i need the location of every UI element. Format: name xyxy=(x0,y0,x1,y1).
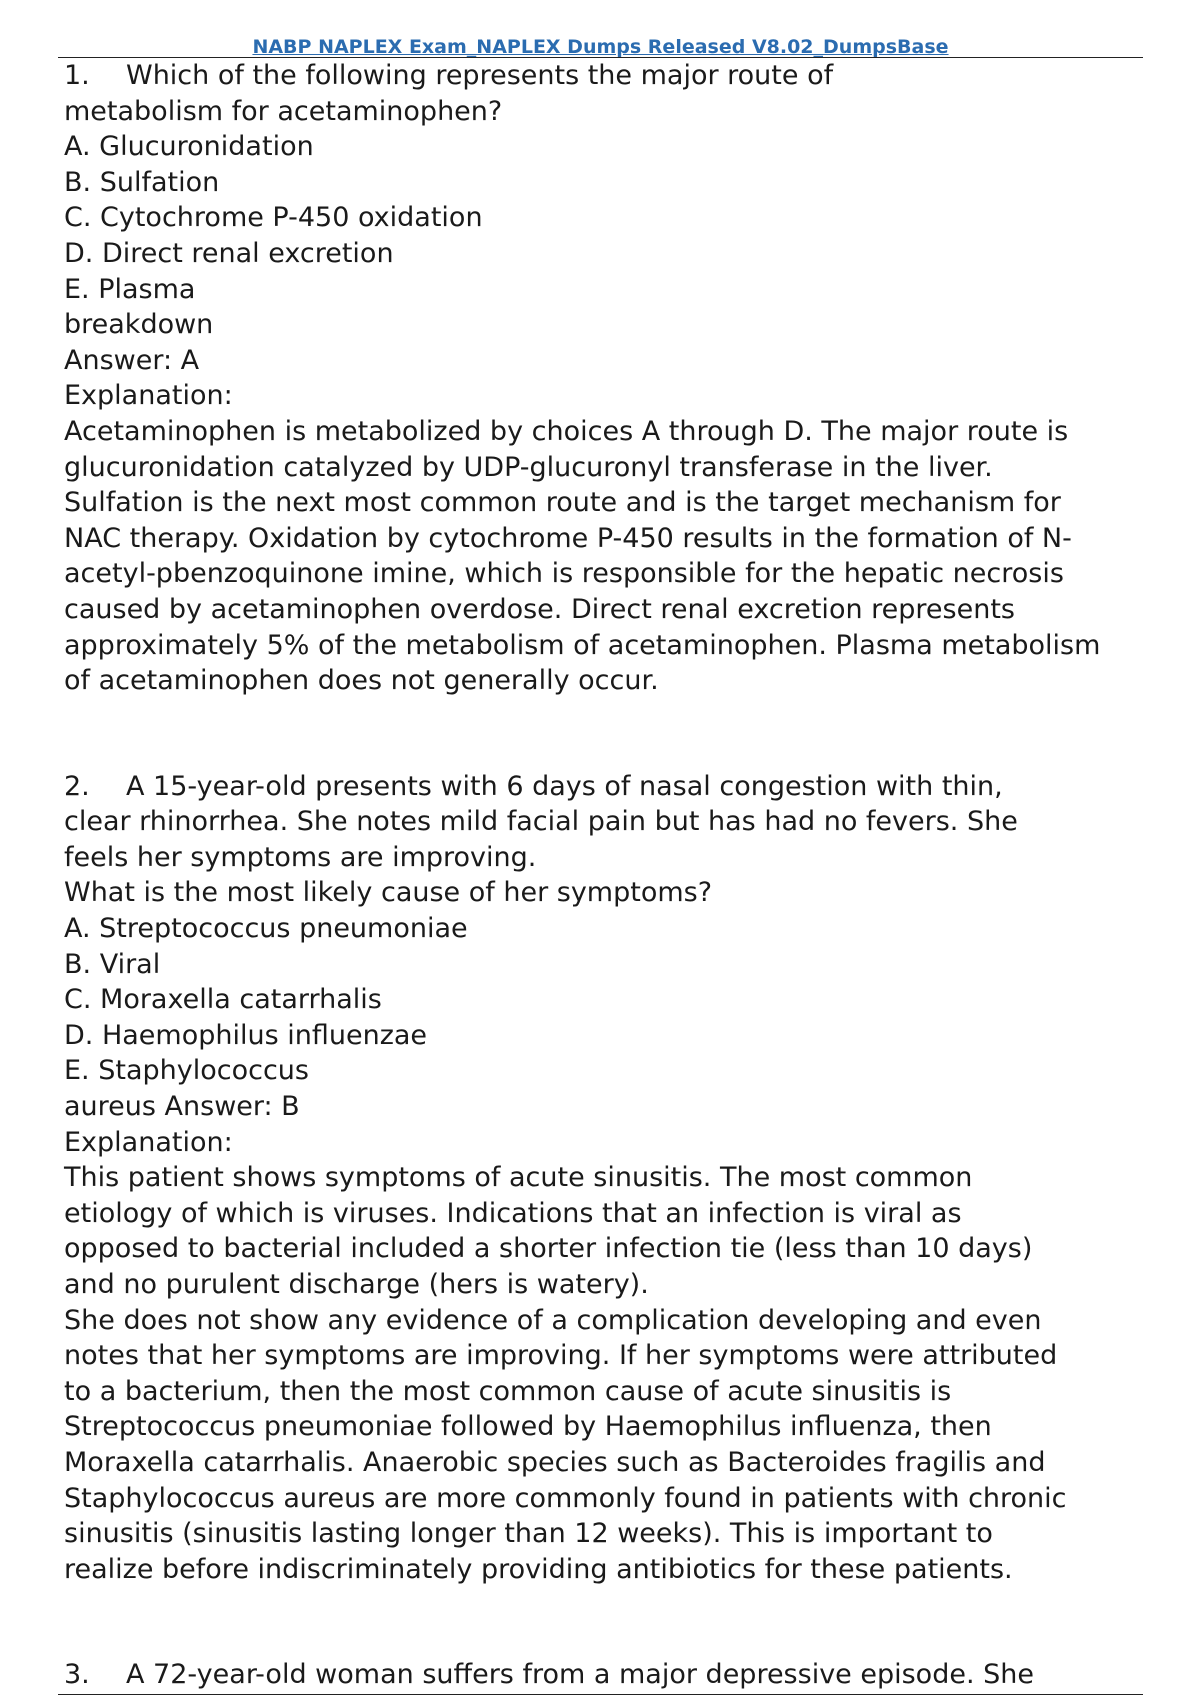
question-2 xyxy=(64,769,1150,1588)
explanation-line: caused by acetaminophen overdose. Direct renal excretion represents xyxy=(64,593,1015,625)
explanation-line: notes that her symptoms are improving. If her symptoms were attributed xyxy=(64,1340,1058,1372)
explanation-line: and no purulent discharge (hers is watery). xyxy=(64,1269,649,1300)
question-stem-line: metabolism for acetaminophen? xyxy=(64,95,503,127)
explanation-line: Staphylococcus aureus are more commonly found in patients with chronic xyxy=(64,1482,1067,1514)
explanation-line: acetyl-pbenzoquinone imine, which is responsible for the hepatic necrosis xyxy=(64,558,1064,590)
spacer xyxy=(64,699,1150,769)
answer-option: E. Plasma xyxy=(64,273,196,305)
explanation-line: glucuronidation catalyzed by UDP-glucuronyl transferase in the liver. xyxy=(64,451,993,483)
question-number: 1. xyxy=(64,60,90,91)
question-stem-line: What is the most likely cause of her symptoms? xyxy=(64,877,713,909)
question-number: 2. xyxy=(64,770,90,802)
footer-rule xyxy=(58,1694,1143,1695)
question-stem-line: 1. Which of the following represents the major route of xyxy=(64,58,1150,94)
answer-option: A. Streptococcus pneumoniae xyxy=(64,913,468,945)
question-3 xyxy=(64,1657,1150,1693)
question-number: 3. xyxy=(64,1659,90,1691)
answer-option: B. Sulfation xyxy=(64,166,220,198)
answer-option: E. Staphylococcus xyxy=(64,1055,309,1087)
question-stem-line: clear rhinorrhea. She notes mild facial pain but has had no fevers. She xyxy=(64,806,1018,838)
page-header-title: NABP NAPLEX Exam_NAPLEX Dumps Released V8.02_DumpsBase xyxy=(252,36,949,58)
answer-option: D. Haemophilus influenzae xyxy=(64,1019,428,1051)
explanation-line: to a bacterium, then the most common cause of acute sinusitis is xyxy=(64,1375,952,1407)
explanation-line: Sulfation is the next most common route and is the target mechanism for xyxy=(64,487,1061,519)
explanation-line: Streptococcus pneumoniae followed by Haemophilus influenza, then xyxy=(64,1411,992,1443)
document-body xyxy=(64,58,1150,1693)
answer-option: C. Moraxella catarrhalis xyxy=(64,984,382,1016)
explanation-line: opposed to bacterial included a shorter infection tie (less than 10 days) xyxy=(64,1233,1033,1265)
explanation-line: realize before indiscriminately providing antibiotics for these patients. xyxy=(64,1553,1013,1585)
question-stem-line: 2. A 15-year-old presents with 6 days of nasal congestion with thin, xyxy=(64,769,1150,805)
answer-key: Answer: A xyxy=(64,344,200,376)
explanation-line: of acetaminophen does not generally occur. xyxy=(64,665,659,697)
explanation-line: She does not show any evidence of a complication developing and even xyxy=(64,1304,1042,1336)
answer-option: A. Glucuronidation xyxy=(64,131,314,163)
explanation-line: etiology of which is viruses. Indications that an infection is viral as xyxy=(64,1197,962,1229)
explanation-line: This patient shows symptoms of acute sinusitis. The most common xyxy=(64,1162,973,1194)
explanation-line: NAC therapy. Oxidation by cytochrome P-450 results in the formation of N- xyxy=(64,522,1072,554)
question-stem-line: 3. A 72-year-old woman suffers from a major depressive episode. She xyxy=(64,1657,1150,1693)
answer-option: C. Cytochrome P-450 oxidation xyxy=(64,202,483,234)
question-stem-line: feels her symptoms are improving. xyxy=(64,841,537,873)
explanation-line: approximately 5% of the metabolism of acetaminophen. Plasma metabolism xyxy=(64,629,1101,661)
answer-option: B. Viral xyxy=(64,948,161,980)
spacer xyxy=(64,1587,1150,1657)
answer-option: aureus Answer: B xyxy=(64,1091,300,1123)
explanation-line: Acetaminophen is metabolized by choices A through D. The major route is xyxy=(64,415,1069,447)
explanation-line: sinusitis (sinusitis lasting longer than 12 weeks). This is important to xyxy=(64,1518,993,1550)
explanation-label: Explanation: xyxy=(64,1126,233,1158)
answer-option: D. Direct renal excretion xyxy=(64,237,394,269)
explanation-label: Explanation: xyxy=(64,380,233,412)
explanation-line: Moraxella catarrhalis. Anaerobic species such as Bacteroides fragilis and xyxy=(64,1446,1046,1478)
answer-option: breakdown xyxy=(64,309,214,341)
question-1 xyxy=(64,58,1150,699)
